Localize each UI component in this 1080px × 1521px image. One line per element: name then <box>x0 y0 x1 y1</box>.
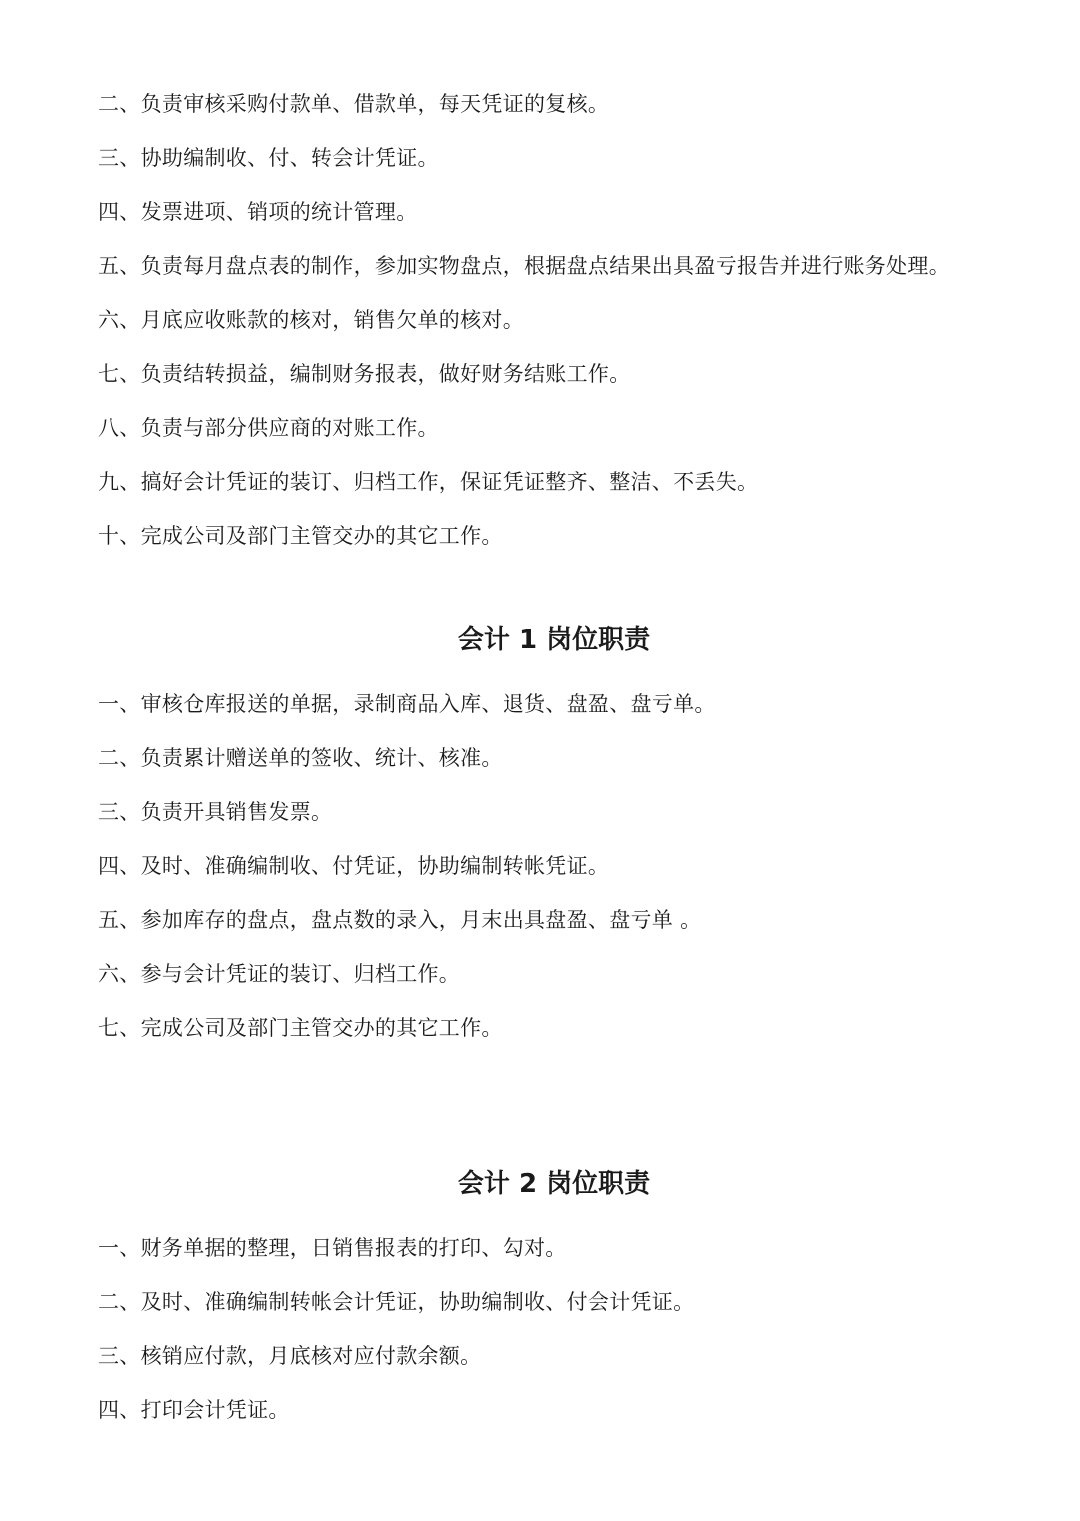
duty-item: 八、负责与部分供应商的对账工作。 <box>98 416 439 440</box>
duty-item: 二、负责累计赠送单的签收、统计、核准。 <box>98 746 503 770</box>
duty-item: 三、负责开具销售发票。 <box>98 800 333 824</box>
section-title: 会计 2 岗位职责 <box>457 1169 651 1199</box>
duty-item: 五、负责每月盘点表的制作，参加实物盘点，根据盘点结果出具盈亏报告并进行账务处理。 <box>98 254 950 278</box>
duty-item: 三、核销应付款，月底核对应付款余额。 <box>98 1344 482 1368</box>
duty-item: 三、协助编制收、付、转会计凭证。 <box>98 146 439 170</box>
duty-item: 一、财务单据的整理，日销售报表的打印、勾对。 <box>98 1236 567 1260</box>
duty-item: 四、打印会计凭证。 <box>98 1398 290 1422</box>
duty-item: 五、参加库存的盘点，盘点数的录入，月末出具盘盈、盘亏单 。 <box>98 908 702 932</box>
duty-item: 四、及时、准确编制收、付凭证，协助编制转帐凭证。 <box>98 854 610 878</box>
duty-item: 四、发票进项、销项的统计管理。 <box>98 200 418 224</box>
duty-item: 九、搞好会计凭证的装订、归档工作，保证凭证整齐、整洁、不丢失。 <box>98 470 759 494</box>
duty-item: 六、参与会计凭证的装订、归档工作。 <box>98 962 461 986</box>
duty-item: 一、审核仓库报送的单据，录制商品入库、退货、盘盈、盘亏单。 <box>98 692 716 716</box>
duty-item: 二、负责审核采购付款单、借款单，每天凭证的复核。 <box>98 92 610 116</box>
duty-item: 七、完成公司及部门主管交办的其它工作。 <box>98 1016 503 1040</box>
section-title: 会计 1 岗位职责 <box>457 625 651 655</box>
duty-item: 十、完成公司及部门主管交办的其它工作。 <box>98 524 503 548</box>
duty-item: 六、月底应收账款的核对，销售欠单的核对。 <box>98 308 524 332</box>
duty-item: 二、及时、准确编制转帐会计凭证，协助编制收、付会计凭证。 <box>98 1290 695 1314</box>
duty-item: 七、负责结转损益，编制财务报表，做好财务结账工作。 <box>98 362 631 386</box>
